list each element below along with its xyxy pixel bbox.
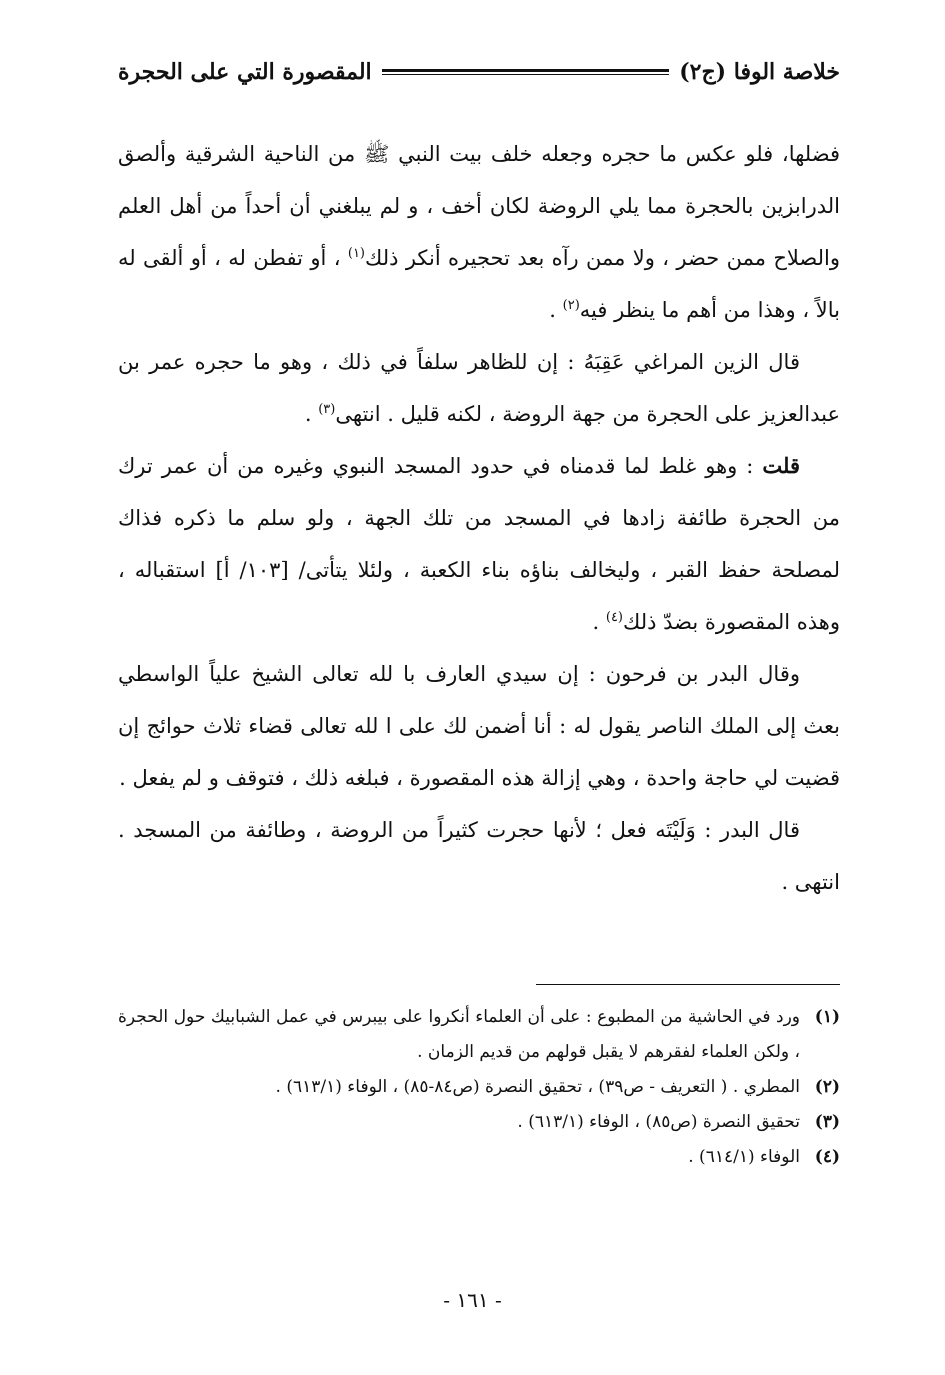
paragraph-2-text-a: قال الزين المراغي عَقِبَهُ : إن للظاهر سلفاً في ذلك ، وهو ما حجره عمر بن عبدالعزيز على الحجرة من جهة الروضة ، لكنه قليل . انتهى: [118, 350, 840, 426]
paragraph-1-text-b: ، أو تفطن له ، أو ألقى له بالاً ، وهذا من أهم ما ينظر فيه: [118, 246, 840, 322]
footnote-text: تحقيق النصرة (ص٨٥) ، الوفاء (٦١٣/١) .: [517, 1112, 800, 1132]
paragraph-1-text-a: فضلها، فلو عكس ما حجره وجعله خلف بيت النبي ﷺ من الناحية الشرقية وألصق الدرابزين بالحجرة مما يلي الروضة لكان أخف ، و لم يبلغني أن أحداً من أهل العلم والصلاح ممن حضر ، ولا ممن رآه بعد تحجيره أنكر ذلك: [118, 142, 840, 270]
footnote-ref-4: (٤): [605, 610, 623, 625]
paragraph-3: [118, 440, 840, 648]
main-text: [118, 128, 840, 908]
header-book-title: خلاصة الوفا (ج٢): [679, 59, 840, 85]
paragraph-4: وقال البدر بن فرحون : إن سيدي العارف با لله تعالى الشيخ علياً الواسطي بعث إلى الملك الناصر يقول له : أنا أضمن لك على ا لله تعالى قضاء ثلاث حوائج إن قضيت لي حاجة واحدة ، وهي إزالة هذه المقصورة ، فبلغه ذلك ، فتوقف و لم يفعل .: [118, 662, 840, 790]
footnote-number: (٣): [814, 1112, 840, 1132]
paragraph-5: قال البدر : وَلَيْتَه فعل ؛ لأنها حجرت كثيراً من الروضة ، وطائفة من المسجد . انتهى .: [118, 818, 840, 894]
footnote-4: [118, 1140, 840, 1175]
footnote-3: [118, 1105, 840, 1140]
footnotes: [118, 1000, 840, 1175]
paragraph-1: [118, 128, 840, 336]
footnote-ref-1: (١): [347, 246, 365, 261]
footnote-2: [118, 1070, 840, 1105]
qult-label: قلت: [762, 453, 800, 478]
footnote-ref-2: (٢): [562, 298, 580, 313]
footnote-ref-3: (٣): [318, 402, 336, 417]
paragraph-3-text-b: .: [592, 610, 606, 634]
paragraph-2-text-b: .: [304, 402, 319, 426]
footnote-number: (٤): [814, 1147, 840, 1167]
footnote-1: [118, 1000, 840, 1070]
footnote-text: ورد في الحاشية من المطبوع : على أن العلماء أنكروا على بيبرس في عمل الشبابيك حول الحجرة ، ولكن العلماء لفقرهم لا يقبل قولهم من قديم الزمان .: [118, 1007, 800, 1062]
paragraph-3-text-a: : وهو غلط لما قدمناه في حدود المسجد النبوي وغيره من أن عمر ترك من الحجرة طائفة زادها في المسجد من تلك الجهة ، ولو سلم ما ذكره فذاك لمصلحة حفظ القبر ، وليخالف بناؤه بناء الكعبة ، ولئلا يتأتى/ [١٠٣/ أ] استقباله ، وهذه المقصورة بضدّ ذلك: [118, 454, 840, 634]
paragraph-2: [118, 336, 840, 440]
footnote-text: المطري . ( التعريف - ص٣٩) ، تحقيق النصرة (ص٨٤-٨٥) ، الوفاء (٦١٣/١) .: [275, 1077, 800, 1097]
footnote-text: الوفاء (٦١٤/١) .: [688, 1147, 800, 1167]
page-number: - ١٦١ -: [443, 1288, 502, 1312]
paragraph-1-text-c: .: [549, 298, 563, 322]
footnote-separator: [536, 984, 840, 985]
footnote-number: (٢): [814, 1077, 840, 1097]
header-chapter-title: المقصورة التي على الحجرة: [118, 59, 372, 85]
running-header: [118, 52, 840, 92]
header-rule: [382, 69, 670, 75]
footnote-number: (١): [814, 1007, 840, 1027]
